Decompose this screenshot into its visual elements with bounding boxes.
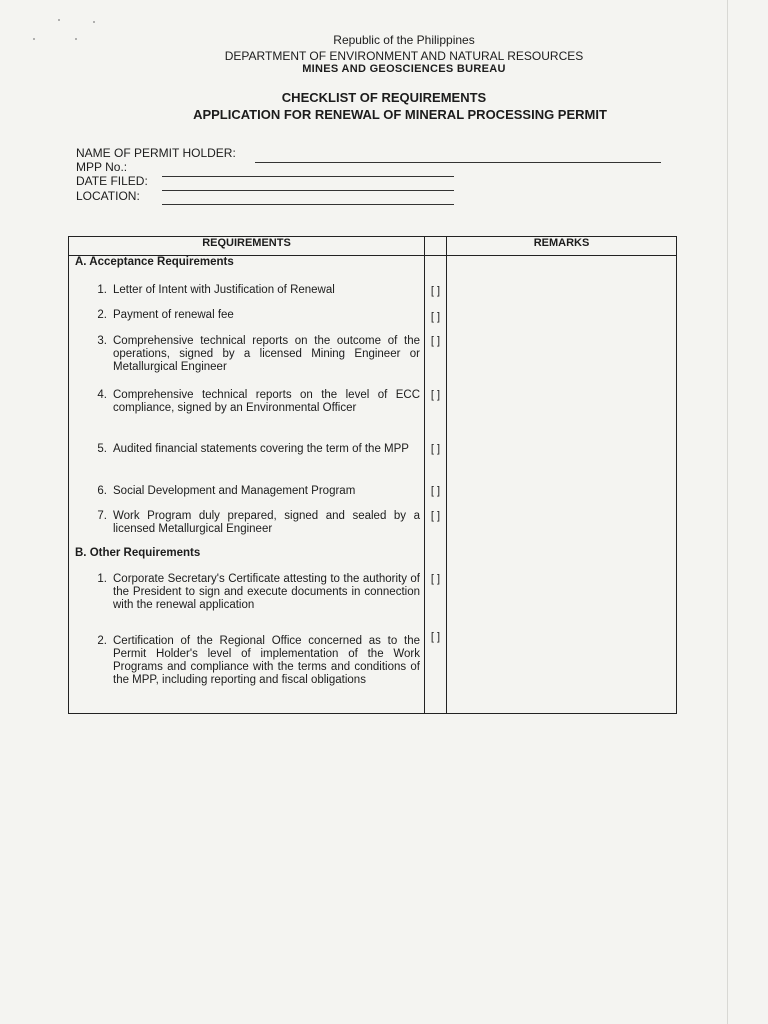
table-header-row bbox=[69, 237, 677, 256]
item-number: 5. bbox=[97, 442, 107, 455]
item-number: 2. bbox=[97, 634, 107, 647]
list-item bbox=[69, 329, 424, 374]
requirements-column-header: REQUIREMENTS bbox=[69, 237, 425, 256]
list-item bbox=[69, 505, 424, 536]
table-row bbox=[69, 505, 677, 543]
list-item bbox=[69, 631, 424, 689]
location-label: LOCATION: bbox=[76, 189, 140, 203]
item-text: Social Development and Management Program bbox=[113, 484, 356, 497]
item-number: 7. bbox=[97, 509, 107, 522]
item-number: 3. bbox=[97, 334, 107, 347]
checkbox[interactable]: [ ] bbox=[430, 310, 441, 323]
mpp-no-label: MPP No.: bbox=[76, 160, 128, 174]
list-item bbox=[69, 303, 424, 322]
remarks-cell[interactable] bbox=[447, 567, 677, 631]
scan-speck bbox=[58, 19, 60, 21]
checkbox-column-header bbox=[425, 237, 447, 256]
remarks-cell[interactable] bbox=[447, 278, 677, 303]
item-text: Payment of renewal fee bbox=[113, 308, 234, 321]
item-text: Comprehensive technical reports on the outcome of the operations, signed by a licensed Mining Engineer or Metallurgical Engineer bbox=[113, 334, 420, 373]
remarks-cell[interactable] bbox=[447, 383, 677, 437]
remarks-cell[interactable] bbox=[447, 329, 677, 383]
item-number: 2. bbox=[97, 308, 107, 321]
item-number: 4. bbox=[97, 388, 107, 401]
table-row bbox=[69, 477, 677, 505]
item-text: Certification of the Regional Office concerned as to the Permit Holder's level of implementation of the Work Programs and compliance with the terms and conditions of the MPP, including reporting and fiscal obligations bbox=[113, 634, 420, 686]
item-number: 1. bbox=[97, 572, 107, 585]
date-filed-label: DATE FILED: bbox=[76, 174, 148, 188]
table-row bbox=[69, 383, 677, 437]
checklist-title: CHECKLIST OF REQUIREMENTS bbox=[281, 90, 487, 105]
checkbox[interactable]: [ ] bbox=[430, 572, 441, 585]
item-text: Corporate Secretary's Certificate attesting to the authority of the President to sign and execute documents in connection with the renewal application bbox=[113, 572, 420, 611]
table-row bbox=[69, 437, 677, 477]
scan-speck bbox=[93, 21, 95, 23]
list-item bbox=[69, 437, 424, 456]
item-text: Letter of Intent with Justification of Renewal bbox=[113, 283, 335, 296]
list-item bbox=[69, 567, 424, 612]
section-b-heading: B. Other Requirements bbox=[75, 546, 201, 559]
checkbox[interactable]: [ ] bbox=[430, 630, 441, 643]
table-row bbox=[69, 303, 677, 329]
table-row bbox=[69, 329, 677, 383]
item-number: 1. bbox=[97, 283, 107, 296]
remarks-cell[interactable] bbox=[447, 631, 677, 714]
checkbox[interactable]: [ ] bbox=[430, 509, 441, 522]
checkbox[interactable]: [ ] bbox=[430, 388, 441, 401]
item-text: Audited financial statements covering the term of the MPP bbox=[113, 442, 409, 455]
permit-holder-blank[interactable] bbox=[255, 162, 661, 163]
checkbox[interactable]: [ ] bbox=[430, 442, 441, 455]
checkbox[interactable]: [ ] bbox=[430, 484, 441, 497]
table-row bbox=[69, 567, 677, 631]
item-text: Work Program duly prepared, signed and sealed by a licensed Metallurgical Engineer bbox=[113, 509, 420, 535]
checkbox[interactable]: [ ] bbox=[430, 284, 441, 297]
section-row bbox=[69, 543, 677, 567]
section-row bbox=[69, 256, 677, 278]
list-item bbox=[69, 383, 424, 415]
remarks-cell[interactable] bbox=[447, 477, 677, 505]
date-filed-blank[interactable] bbox=[162, 190, 454, 191]
checkbox[interactable]: [ ] bbox=[430, 334, 441, 347]
permit-holder-label: NAME OF PERMIT HOLDER: bbox=[76, 146, 236, 160]
table-row bbox=[69, 278, 677, 303]
requirements-table bbox=[68, 236, 677, 714]
item-text: Comprehensive technical reports on the level of ECC compliance, signed by an Environmental Officer bbox=[113, 388, 420, 414]
bureau-heading: MINES AND GEOSCIENCES BUREAU bbox=[302, 63, 506, 75]
item-number: 6. bbox=[97, 484, 107, 497]
department-heading: DEPARTMENT OF ENVIRONMENT AND NATURAL RESOURCES bbox=[224, 49, 584, 63]
remarks-cell[interactable] bbox=[447, 437, 677, 477]
scan-edge-line bbox=[727, 0, 728, 1024]
remarks-column-header: REMARKS bbox=[447, 237, 677, 256]
list-item bbox=[69, 278, 424, 297]
remarks-cell[interactable] bbox=[447, 303, 677, 329]
section-a-heading: A. Acceptance Requirements bbox=[75, 256, 234, 268]
location-blank[interactable] bbox=[162, 204, 454, 205]
mpp-no-blank[interactable] bbox=[162, 176, 454, 177]
table-row bbox=[69, 631, 677, 714]
application-title: APPLICATION FOR RENEWAL OF MINERAL PROCESSING PERMIT bbox=[193, 107, 607, 122]
remarks-cell[interactable] bbox=[447, 505, 677, 543]
republic-heading: Republic of the Philippines bbox=[333, 33, 475, 47]
list-item bbox=[69, 477, 424, 498]
